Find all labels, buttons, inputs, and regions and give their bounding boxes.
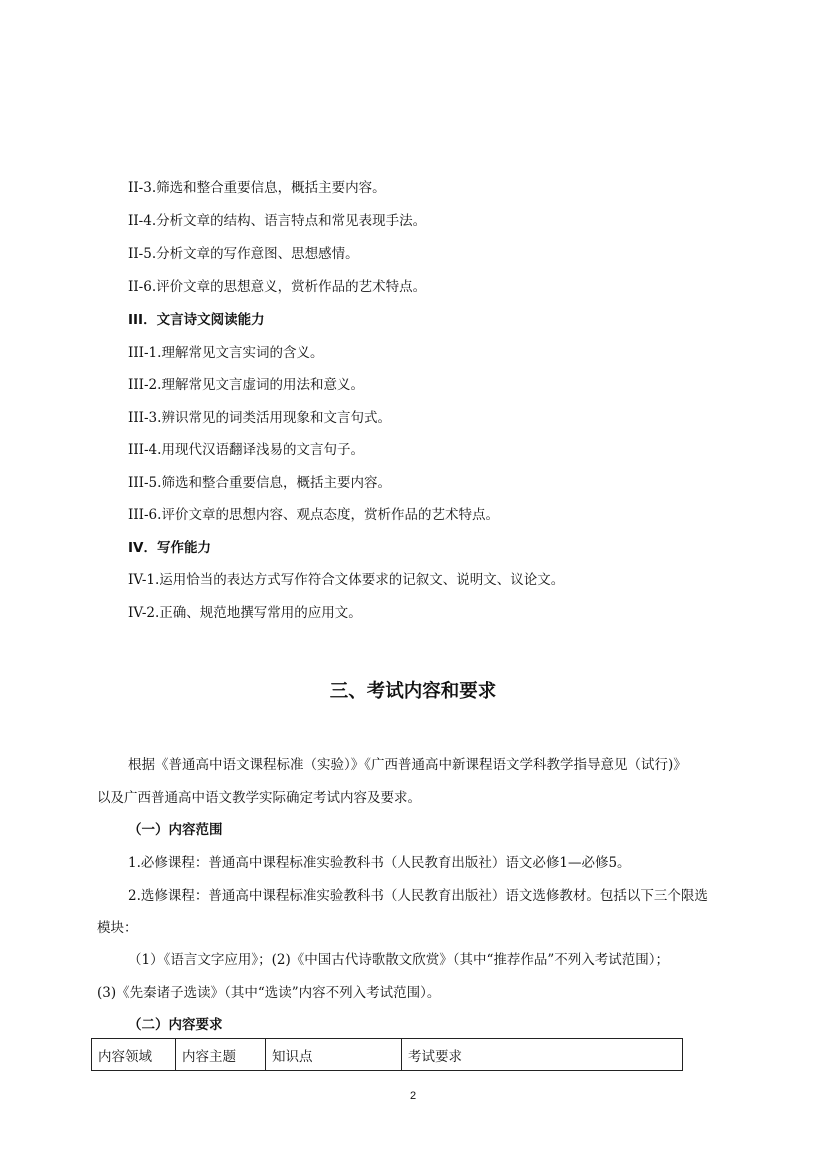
ability-item-iii-1: III-1.理解常见文言实词的含义。 <box>128 345 324 361</box>
modules-line-2: (3)《先秦诸子选读》（其中“选读”内容不列入考试范围）。 <box>97 985 441 1001</box>
content-requirements-heading: （二）内容要求 <box>128 1017 223 1033</box>
requirements-table <box>91 1038 683 1071</box>
modules-line-1: （1）《语言文字应用》；(2)《中国古代诗歌散文欣赏》（其中“推荐作品”不列入考试范围）； <box>128 952 670 968</box>
intro-paragraph-line-2: 以及广西普通高中语文教学实际确定考试内容及要求。 <box>97 790 421 806</box>
ability-item-ii-3: II-3.筛选和整合重要信息，概括主要内容。 <box>128 180 386 196</box>
scope-item-elective-line-2: 模块： <box>97 920 138 936</box>
page-number: 2 <box>409 1090 417 1102</box>
intro-paragraph-line-1: 根据《普通高中语文课程标准（实验）》《广西普通高中新课程语文学科教学指导意见（试行)》 <box>128 757 687 773</box>
ability-item-iii-6: III-6.评价文章的思想内容、观点态度，赏析作品的艺术特点。 <box>128 507 499 523</box>
header-content-theme: 内容主题 <box>176 1039 266 1071</box>
ability-item-ii-6: II-6.评价文章的思想意义，赏析作品的艺术特点。 <box>128 279 427 295</box>
ability-item-iii-5: III-5.筛选和整合重要信息，概括主要内容。 <box>128 475 391 491</box>
section-title: 三、考试内容和要求 <box>329 681 497 702</box>
ability-item-iii-4: III-4.用现代汉语翻译浅易的文言句子。 <box>128 442 364 458</box>
ability-item-iii-2: III-2.理解常见文言虚词的用法和意义。 <box>128 377 364 393</box>
table-header-row <box>92 1039 683 1071</box>
header-content-domain: 内容领域 <box>92 1039 176 1071</box>
content-scope-heading: （一）内容范围 <box>128 822 223 838</box>
writing-heading: IV．写作能力 <box>128 540 211 556</box>
classical-reading-heading: III．文言诗文阅读能力 <box>128 312 265 328</box>
scope-item-required: 1.必修课程：普通高中课程标准实验教科书（人民教育出版社）语文必修1—必修5。 <box>128 855 631 871</box>
ability-item-iii-3: III-3.辨识常见的词类活用现象和文言句式。 <box>128 410 391 426</box>
header-exam-requirement: 考试要求 <box>402 1039 683 1071</box>
scope-item-elective-line-1: 2.选修课程：普通高中课程标准实验教科书（人民教育出版社）语文选修教材。包括以下三个限选 <box>128 888 708 904</box>
header-knowledge-point: 知识点 <box>266 1039 402 1071</box>
ability-item-ii-4: II-4.分析文章的结构、语言特点和常见表现手法。 <box>128 213 427 229</box>
ability-item-iv-2: IV-2.正确、规范地撰写常用的应用文。 <box>128 605 362 621</box>
ability-item-iv-1: IV-1.运用恰当的表达方式写作符合文体要求的记叙文、说明文、议论文。 <box>128 572 565 588</box>
ability-item-ii-5: II-5.分析文章的写作意图、思想感情。 <box>128 246 359 262</box>
